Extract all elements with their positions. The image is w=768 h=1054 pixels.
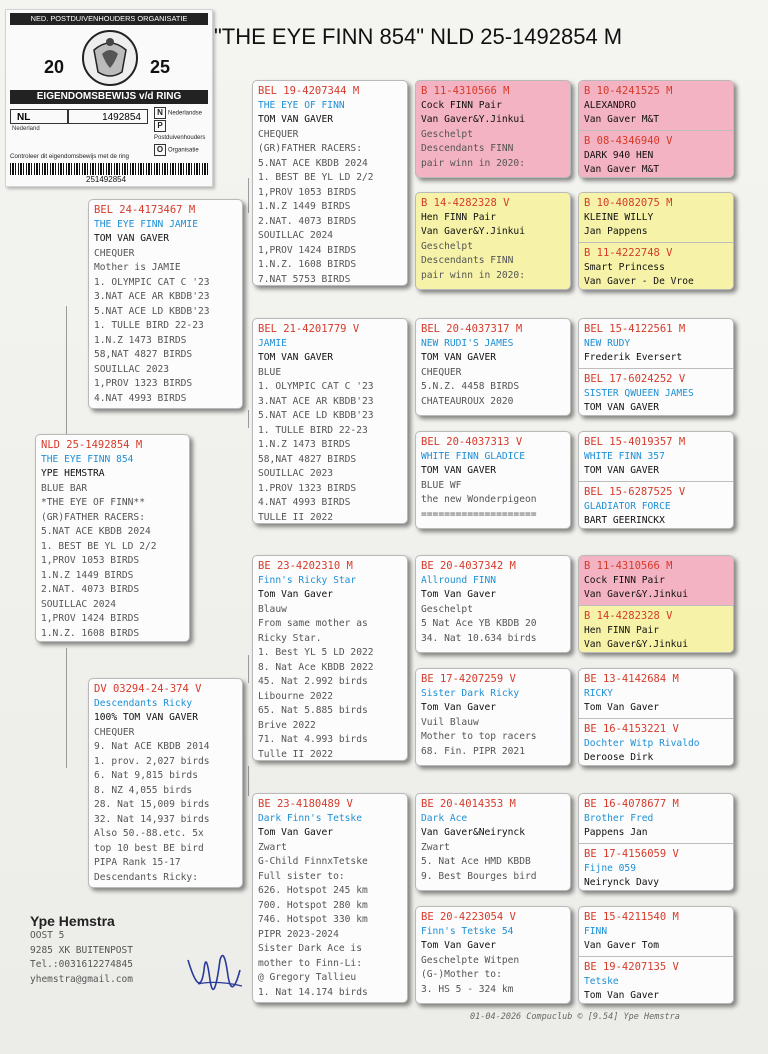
performance-line: 2.NAT. 4073 BIRDS [41, 584, 140, 595]
performance-line: 1. OLYMPIC CAT C '23 [258, 381, 374, 392]
pedigree-card-gen4[interactable] [579, 718, 733, 766]
performance-line: 65. Nat 5.885 birds [258, 705, 368, 716]
ring-number: DV 03294-24-374 V [94, 683, 202, 695]
performance-line: (GR)FATHER RACERS: [258, 143, 362, 154]
owner-line: Tom Van Gaver [421, 589, 497, 600]
connector-line [248, 766, 249, 796]
owner-line: Tom Van Gaver [584, 990, 660, 1001]
owner-phone: Tel.:0031612274845 [30, 959, 133, 970]
pigeon-name: Dochter Witp Rivaldo [584, 737, 700, 749]
ring-number: BEL 15-6287525 V [584, 486, 686, 498]
ring-number: BE 16-4078677 M [584, 798, 679, 810]
pedigree-card-gen4[interactable] [579, 843, 733, 891]
performance-line: 1. Best YL 5 LD 2022 [258, 647, 374, 658]
sticker-country: NL [10, 109, 68, 124]
performance-line: 4.NAT 4993 BIRDS [94, 392, 187, 404]
performance-line: SOUILLAC 2024 [258, 230, 334, 241]
sticker-year-right: 25 [150, 57, 171, 77]
owner-line: Tom Van Gaver [584, 702, 660, 713]
sticker-year-left: 20 [44, 57, 65, 77]
performance-line: 9. Best Bourges bird [421, 870, 537, 882]
pedigree-card-gen4[interactable] [579, 481, 733, 529]
performance-line: 4.NAT 4993 BIRDS [258, 497, 351, 508]
performance-line: CHATEAUROUX 2020 [421, 395, 514, 407]
owner-line: TOM VAN GAVER [421, 465, 497, 476]
performance-line: BLUE BAR [41, 482, 88, 494]
performance-line: 6. Nat 9,815 birds [94, 770, 198, 781]
pedigree-card-gen3[interactable] [415, 555, 571, 653]
pedigree-card-gen4[interactable] [579, 432, 733, 481]
performance-line: 1,PROV 1424 BIRDS [258, 244, 357, 256]
performance-line: 8. Nat Ace KBDB 2022 [258, 661, 374, 673]
ring-number: BEL 21-4201779 V [258, 323, 360, 335]
pigeon-name: Dark Ace [421, 812, 468, 824]
ring-number: BE 23-4202310 M [258, 560, 353, 572]
pedigree-pair-gen4[interactable] [578, 80, 734, 178]
performance-line: 1,PROV 1053 BIRDS [41, 555, 140, 566]
pigeon-name: JAMIE [258, 337, 287, 349]
pigeon-name: Descendants Ricky [94, 697, 193, 709]
performance-line: Descendants FINN [421, 143, 514, 154]
performance-line: 1. BEST BE YL LD 2/2 [41, 540, 157, 552]
page-title: "THE EYE FINN 854" NLD 25-1492854 M [214, 24, 623, 49]
owner-line: Cock FINN Pair [421, 99, 502, 111]
pedigree-card-gen4[interactable] [579, 669, 733, 718]
pigeon-name: Finn's Ricky Star [258, 574, 357, 586]
performance-line: SOUILLAC 2023 [94, 363, 170, 375]
performance-line: Descendants Ricky: [94, 871, 198, 883]
performance-line: Zwart [258, 841, 287, 853]
pigeon-name: Brother Fred [584, 812, 654, 824]
owner-line: Tom Van Gaver [258, 827, 334, 838]
ring-number: BE 19-4207135 V [584, 961, 679, 973]
pedigree-card-gen4[interactable] [579, 193, 733, 242]
ring-number: B 14-4282328 V [584, 610, 673, 622]
performance-line: 1,PROV 1323 BIRDS [94, 378, 193, 389]
owner-line: Smart Princess [584, 261, 665, 273]
owner-line: YPE HEMSTRA [41, 468, 105, 479]
ownership-sticker [5, 9, 213, 187]
performance-line: the new Wonderpigeon [421, 494, 537, 505]
ring-number: BE 13-4142684 M [584, 673, 679, 685]
pedigree-pair-gen4[interactable] [578, 318, 734, 416]
performance-line: BLUE [258, 366, 282, 378]
owner-line: Van Gaver&Neirynck [421, 827, 525, 838]
owner-line: Neirynck Davy [584, 877, 660, 888]
owner-line: TOM VAN GAVER [421, 352, 497, 363]
ring-number: B 11-4222748 V [584, 247, 673, 259]
pigeon-name: FINN [584, 925, 608, 937]
ring-number: B 14-4282328 V [421, 197, 510, 209]
pedigree-pair-gen4[interactable] [578, 555, 734, 653]
pedigree-card-gen4[interactable] [579, 605, 733, 653]
performance-line: ==================== [421, 508, 537, 520]
performance-line: 1. OLYMPIC CAT C '23 [94, 276, 210, 288]
owner-line: Van Gaver M&T [584, 114, 660, 125]
performance-line: 45. Nat 2.992 birds [258, 676, 368, 687]
performance-line: 1.N.Z 1473 BIRDS [258, 439, 351, 450]
performance-line: Geschelpte Witpen [421, 954, 520, 966]
performance-line: 626. Hotspot 245 km [258, 885, 368, 896]
owner-street: OOST 5 [30, 930, 65, 941]
performance-line: (GR)FATHER RACERS: [41, 511, 145, 523]
ring-number: NLD 25-1492854 M [41, 439, 143, 451]
performance-line: Tulle II 2022 [258, 748, 334, 760]
pigeon-name: Finn's Tetske 54 [421, 925, 514, 937]
performance-line: PIPR 2023-2024 [258, 928, 339, 940]
owner-email[interactable]: yhemstra@gmail.com [30, 973, 133, 985]
pigeon-name: SISTER QWUEEN JAMES [584, 387, 694, 399]
sticker-npo: N Nederlandse PPostduivenhouders O Organisatie [154, 108, 206, 155]
owner-line: Tom Van Gaver [421, 940, 497, 951]
owner-line: Van Gaver&Y.Jinkui [584, 639, 688, 650]
performance-line: Descendants FINN [421, 255, 514, 266]
pigeon-name: Fijne 059 [584, 862, 636, 874]
performance-line: Libourne 2022 [258, 690, 334, 702]
performance-line: CHEQUER [258, 128, 299, 140]
connector-line [66, 648, 67, 768]
performance-line: pair winn in 2020: [421, 269, 525, 281]
coat-of-arms-icon [80, 28, 140, 88]
owner-line: Van Gaver&Y.Jinkui [421, 226, 525, 237]
owner-line: TOM VAN GAVER [258, 114, 334, 125]
owner-line: 100% TOM VAN GAVER [94, 712, 198, 723]
pedigree-card-gen3[interactable] [415, 793, 571, 891]
ring-number: BEL 15-4122561 M [584, 323, 686, 335]
pedigree-pair-gen4[interactable] [578, 668, 734, 766]
performance-line: Ricky Star. [258, 632, 322, 644]
performance-line: Sister Dark Ace is [258, 943, 362, 954]
ring-number: BE 20-4223054 V [421, 911, 516, 923]
sticker-banner: EIGENDOMSBEWIJS v/d RING [10, 90, 208, 104]
owner-line: TOM VAN GAVER [584, 465, 660, 476]
pedigree-card-gen3[interactable] [415, 192, 571, 290]
owner-line: ALEXANDRO [584, 99, 636, 111]
owner-line: Deroose Dirk [584, 752, 654, 763]
performance-line: CHEQUER [421, 366, 462, 378]
performance-line: 3. HS 5 - 324 km [421, 983, 514, 995]
performance-line: 1,PROV 1053 BIRDS [258, 186, 357, 198]
pedigree-card-gen3[interactable] [415, 906, 571, 1004]
ring-number: B 10-4082075 M [584, 197, 673, 209]
pedigree-card-gen4[interactable] [579, 81, 733, 130]
pedigree-card-sire[interactable] [88, 199, 243, 409]
performance-line: 8. NZ 4,055 birds [94, 784, 193, 796]
pedigree-pair-gen4[interactable] [578, 906, 734, 1004]
pigeon-name: WHITE FINN GLADICE [421, 450, 525, 462]
pigeon-name: RICKY [584, 687, 613, 699]
ring-number: B 11-4310566 M [584, 560, 673, 572]
pedigree-card-gen4[interactable] [579, 556, 733, 605]
ring-number: BEL 20-4037313 V [421, 436, 523, 448]
pedigree-card-subject[interactable] [35, 434, 190, 642]
pedigree-pair-gen4[interactable] [578, 431, 734, 529]
footer: 01-04-2026 Compuclub © [9.54] Ype Hemstra [470, 1012, 680, 1022]
ring-number: BEL 19-4207344 M [258, 85, 360, 97]
owner-line: Tom Van Gaver [421, 702, 497, 713]
sticker-org: NED. POSTDUIVENHOUDERS ORGANISATIE [10, 13, 208, 25]
performance-line: 2.NAT. 4073 BIRDS [258, 215, 357, 227]
performance-line: 1. prov. 2,027 birds [94, 755, 210, 767]
performance-line: 9. Nat ACE KBDB 2014 [94, 741, 210, 752]
performance-line: 1. TULLE BIRD 22-23 [94, 320, 204, 331]
owner-line: DARK 940 HEN [584, 149, 654, 161]
owner-city: 9285 XK BUITENPOST [30, 944, 133, 956]
performance-line: Blauw [258, 603, 287, 615]
pedigree-card-gen4[interactable] [579, 130, 733, 178]
barcode [10, 163, 208, 175]
connector-line [248, 178, 249, 213]
performance-line: Full sister to: [258, 870, 345, 882]
performance-line: (G-)Mother to: [421, 969, 502, 980]
performance-line: 7.NAT 5753 BIRDS [258, 273, 351, 285]
pedigree-card-gen3[interactable] [415, 668, 571, 766]
performance-line: 1.PROV 1323 BIRDS [258, 482, 357, 494]
performance-line: 1. Nat 14.174 birds [258, 986, 368, 998]
performance-line: Brive 2022 [258, 719, 316, 731]
performance-line: 3.NAT ACE AR KBDB'23 [94, 291, 210, 302]
connector-line [248, 655, 249, 683]
performance-line: 5 Nat Ace YB KBDB 20 [421, 618, 537, 629]
owner-line: Frederik Eversert [584, 352, 683, 363]
ring-number: BE 20-4014353 M [421, 798, 516, 810]
pedigree-pair-gen4[interactable] [578, 192, 734, 290]
pedigree-card-gen4[interactable] [579, 242, 733, 290]
performance-line: SOUILLAC 2023 [258, 468, 334, 479]
connector-line [248, 410, 249, 428]
performance-line: 746. Hotspot 330 km [258, 914, 368, 925]
performance-line: 28. Nat 15,009 birds [94, 799, 210, 810]
ring-number: B 10-4241525 M [584, 85, 673, 97]
performance-line: 5. Nat Ace HMD KBDB [421, 856, 531, 867]
pedigree-card-dam-dam[interactable] [252, 793, 408, 1003]
performance-line: 1. BEST BE YL LD 2/2 [258, 172, 374, 183]
pedigree-card-gen4[interactable] [579, 368, 733, 416]
owner-line: Van Gaver&Y.Jinkui [421, 114, 525, 125]
performance-line: Vuil Blauw [421, 716, 479, 728]
connector-line [66, 306, 67, 434]
performance-line: mother to Finn-Li: [258, 957, 362, 969]
owner-name: Ype Hemstra [30, 913, 115, 929]
owner-line: Hen FINN Pair [421, 211, 497, 223]
pigeon-name: THE EYE FINN JAMIE [94, 218, 198, 230]
pedigree-pair-gen4[interactable] [578, 793, 734, 891]
performance-line: Mother to top racers [421, 731, 537, 742]
performance-line: 5.N.Z. 4458 BIRDS [421, 381, 520, 392]
owner-line: TOM VAN GAVER [584, 402, 660, 413]
performance-line: 58,NAT 4827 BIRDS [258, 453, 357, 465]
signature-icon [180, 940, 250, 1010]
owner-line: BART GEERINCKX [584, 515, 665, 526]
pedigree-card-sire-dam[interactable] [252, 318, 408, 524]
performance-line: 58,NAT 4827 BIRDS [94, 349, 193, 360]
ring-number: BE 17-4207259 V [421, 673, 516, 685]
performance-line: SOUILLAC 2024 [41, 598, 117, 610]
ring-number: BE 20-4037342 M [421, 560, 516, 572]
pigeon-name: Tetske [584, 975, 619, 987]
pedigree-card-gen4[interactable] [579, 794, 733, 843]
ring-number: BE 17-4156059 V [584, 848, 679, 860]
owner-line: Cock FINN Pair [584, 574, 665, 586]
pigeon-name: WHITE FINN 357 [584, 450, 665, 462]
pigeon-name: THE EYE FINN 854 [41, 453, 134, 465]
performance-line: 700. Hotspot 280 km [258, 899, 368, 911]
owner-line: Hen FINN Pair [584, 624, 660, 636]
pigeon-name: Dark Finn's Tetske [258, 812, 362, 824]
owner-line: Van Gaver - De Vroe [584, 276, 694, 287]
ring-number: BEL 15-4019357 M [584, 436, 686, 448]
pigeon-name: NEW RUDI'S JAMES [421, 337, 514, 349]
performance-line: CHEQUER [94, 726, 135, 738]
performance-line: 1.N.Z 1449 BIRDS [258, 201, 351, 212]
pedigree-card-gen4[interactable] [579, 907, 733, 956]
performance-line: @ Gregory Tallieu [258, 972, 357, 983]
pedigree-card-sire-sire[interactable] [252, 80, 408, 286]
barcode-number: 251492854 [86, 175, 127, 184]
pedigree-card-gen3[interactable] [415, 431, 571, 529]
performance-line: 71. Nat 4.993 birds [258, 734, 368, 745]
performance-line: 3.NAT ACE AR KBDB'23 [258, 395, 374, 407]
performance-line: 5.NAT ACE KBDB 2024 [258, 157, 368, 169]
performance-line: 1.N.Z 1473 BIRDS [94, 334, 187, 346]
performance-line: *THE EYE OF FINN** [41, 497, 145, 508]
ring-number: B 08-4346940 V [584, 135, 673, 147]
pigeon-name: Sister Dark Ricky [421, 687, 520, 699]
ring-number: B 11-4310566 M [421, 85, 510, 97]
pigeon-name: Allround FINN [421, 574, 497, 586]
pigeon-name: NEW RUDY [584, 337, 631, 349]
performance-line: 34. Nat 10.634 birds [421, 632, 537, 644]
performance-line: Geschelpt [421, 603, 473, 615]
ring-number: BE 23-4180489 V [258, 798, 353, 810]
owner-line: TOM VAN GAVER [258, 352, 334, 363]
pedigree-card-gen3[interactable] [415, 318, 571, 416]
pedigree-card-dam-sire[interactable] [252, 555, 408, 761]
performance-line: BLUE WF [421, 479, 462, 491]
performance-line: Zwart [421, 841, 450, 853]
owner-block [30, 913, 133, 987]
pedigree-card-gen4[interactable] [579, 319, 733, 368]
performance-line: CHEQUER [94, 247, 135, 259]
performance-line: Geschelpt [421, 128, 473, 140]
owner-line: Van Gaver M&T [584, 164, 660, 175]
performance-line: 1. TULLE BIRD 22-23 [258, 424, 368, 436]
owner-line: Jan Pappens [584, 226, 648, 237]
ring-number: BEL 20-4037317 M [421, 323, 523, 335]
performance-line: 1.N.Z 1449 BIRDS [41, 569, 134, 581]
sticker-ring-number: 1492854 [68, 109, 148, 124]
performance-line: 68. Fin. PIPR 2021 [421, 745, 525, 757]
ring-number: BEL 24-4173467 M [94, 204, 196, 216]
ring-number: BEL 17-6024252 V [584, 373, 686, 385]
performance-line: Geschelpt [421, 240, 473, 252]
pedigree-card-gen4[interactable] [579, 956, 733, 1004]
owner-line: Van Gaver&Y.Jinkui [584, 589, 688, 600]
performance-line: Also 50.-88.etc. 5x [94, 828, 204, 839]
performance-line: From same mother as [258, 618, 368, 629]
sticker-land: Nederland [12, 126, 40, 132]
pigeon-name: THE EYE OF FINN [258, 99, 345, 111]
owner-line: TOM VAN GAVER [94, 233, 170, 244]
performance-line: 32. Nat 14,937 birds [94, 813, 210, 825]
performance-line: 1,PROV 1424 BIRDS [41, 613, 140, 624]
performance-line: 1.N.Z. 1608 BIRDS [41, 627, 140, 639]
ring-number: BE 16-4153221 V [584, 723, 679, 735]
performance-line: Mother is JAMIE [94, 262, 181, 273]
performance-line: 5.NAT ACE LD KBDB'23 [94, 305, 210, 317]
owner-line: KLEINE WILLY [584, 211, 654, 223]
performance-line: top 10 best BE bird [94, 842, 204, 854]
performance-line: pair winn in 2020: [421, 157, 525, 169]
performance-line: PIPA Rank 15-17 [94, 857, 181, 868]
performance-line: G-Child FinnxTetske [258, 856, 368, 867]
performance-line: 5.NAT ACE LD KBDB'23 [258, 410, 374, 421]
owner-line: Pappens Jan [584, 827, 648, 838]
performance-line: TULLE II 2022 [258, 511, 334, 523]
pedigree-card-dam[interactable] [88, 678, 243, 888]
ring-number: BE 15-4211540 M [584, 911, 679, 923]
owner-line: Van Gaver Tom [584, 940, 660, 951]
owner-line: Tom Van Gaver [258, 589, 334, 600]
performance-line: 1.N.Z. 1608 BIRDS [258, 259, 357, 270]
performance-line: 5.NAT ACE KBDB 2024 [41, 526, 151, 537]
sticker-control-text: Controleer dit eigendomsbewijs met de ring [10, 153, 129, 160]
pedigree-card-gen3[interactable] [415, 80, 571, 178]
pigeon-name: GLADIATOR FORCE [584, 500, 671, 512]
